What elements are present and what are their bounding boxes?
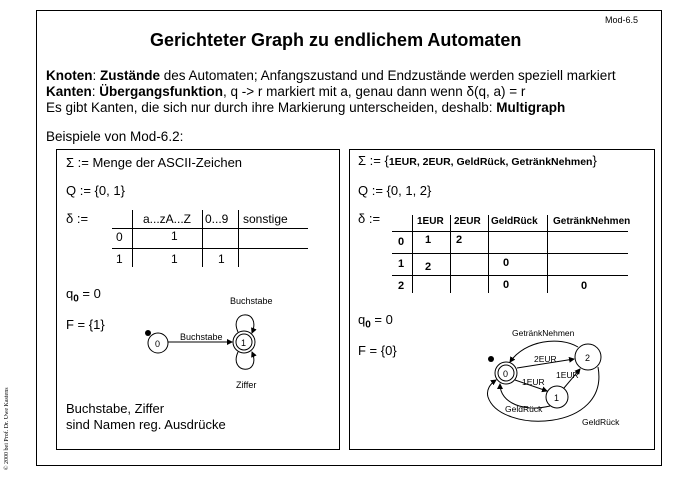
grid-line: [238, 210, 239, 267]
table-row-state: 0: [398, 236, 405, 248]
sigma-prefix: Σ := {: [358, 153, 389, 168]
table-row-state: 1: [116, 252, 123, 266]
intro-nodes-text: des Automaten; Anfangszustand und Endzustände werden speziell markiert: [160, 68, 616, 83]
edge-label: GeldRück: [505, 404, 543, 414]
copyright-notice: © 2000 bei Prof. Dr. Uwe Kastens: [4, 387, 10, 470]
table-cell: 0: [581, 280, 588, 292]
intro-multigraph-text: Es gibt Kanten, die sich nur durch ihre Markierung unterscheiden, deshalb:: [46, 100, 497, 115]
table-header: 1EUR: [417, 216, 444, 227]
start-marker: [145, 330, 151, 336]
right-automaton-graph: [470, 322, 650, 434]
sigma-suffix: }: [592, 153, 597, 168]
table-header: a...zA...Z: [143, 212, 192, 226]
q0-sub: 0: [73, 293, 79, 305]
table-header: 0...9: [205, 212, 229, 226]
q0-sub: 0: [365, 319, 371, 331]
table-cell: 1: [171, 252, 178, 266]
edge-label: 1EUR: [556, 370, 579, 380]
table-header: sonstige: [243, 212, 288, 226]
grid-line: [547, 215, 548, 293]
examples-heading: Beispiele von Mod-6.2:: [46, 129, 184, 144]
sep: :: [92, 68, 101, 83]
right-q0: [358, 312, 393, 331]
table-cell: 1: [218, 252, 225, 266]
edge-label: GeldRück: [582, 417, 620, 427]
state-label: 0: [503, 369, 509, 379]
right-final: F = {0}: [358, 343, 397, 358]
state-label: 2: [585, 353, 591, 363]
grid-line: [112, 248, 308, 249]
intro-edges-text: , q -> r markiert mit a, genau dann wenn δ(q, a) = r: [223, 84, 526, 99]
edge-label: Buchstabe: [230, 296, 273, 306]
table-header: GetränkNehmen: [553, 216, 631, 227]
slide-id: Mod-6.5: [605, 15, 639, 25]
table-header: GeldRück: [491, 216, 538, 227]
left-delta-label: δ :=: [66, 211, 89, 226]
state-label: 1: [241, 338, 247, 348]
table-row-state: 0: [116, 230, 123, 244]
grid-line: [112, 228, 308, 229]
grid-line: [202, 210, 203, 267]
left-sigma: Σ := Menge der ASCII-Zeichen: [66, 155, 243, 170]
right-q: Q := {0, 1, 2}: [358, 183, 432, 198]
term-zustaende: Zustände: [100, 68, 161, 83]
start-marker: [488, 356, 494, 362]
table-header: 2EUR: [454, 216, 481, 227]
page-title: Gerichteter Graph zu endlichem Automaten: [150, 30, 522, 50]
edge-label: GetränkNehmen: [512, 328, 575, 338]
grid-line: [412, 215, 413, 293]
grid-line: [392, 253, 628, 254]
grid-line: [392, 275, 628, 276]
edge-label: 1EUR: [522, 377, 545, 387]
table-cell: 2: [425, 261, 432, 273]
table-row-state: 1: [398, 258, 405, 270]
state-label: 1: [554, 393, 560, 403]
table-cell: 0: [503, 257, 510, 269]
grid-line: [132, 210, 133, 267]
left-final: F = {1}: [66, 317, 105, 332]
grid-line: [488, 215, 489, 293]
q0-label: q: [66, 286, 74, 301]
left-note-2: sind Namen reg. Ausdrücke: [66, 417, 226, 432]
right-delta-label: δ :=: [358, 211, 381, 226]
q0-value: = 0: [370, 312, 393, 327]
edge-loop-top: [236, 315, 254, 333]
table-row-state: 2: [398, 280, 405, 292]
left-q: Q := {0, 1}: [66, 183, 125, 198]
q0-value: = 0: [78, 286, 101, 301]
table-cell: 1: [171, 229, 178, 243]
intro-edges-line: [46, 84, 525, 99]
state-label: 0: [155, 339, 161, 349]
grid-line: [392, 231, 628, 232]
term-uebergang: Übergangsfunktion: [99, 84, 224, 99]
intro-nodes-line: [46, 68, 616, 83]
edge-label: 2EUR: [534, 354, 557, 364]
intro-multigraph-line: [46, 100, 565, 115]
edge-label: Buchstabe: [180, 332, 223, 342]
left-q0: [66, 286, 101, 305]
edge-label: Ziffer: [236, 380, 257, 390]
table-cell: 1: [425, 234, 432, 246]
left-automaton-graph: [140, 290, 300, 395]
edge-loop-bottom: [236, 352, 254, 369]
q0-label: q: [358, 312, 366, 327]
left-note-1: Buchstabe, Ziffer: [66, 401, 165, 416]
grid-line: [450, 215, 451, 293]
right-sigma: [358, 153, 597, 168]
term-kanten: Kanten: [46, 84, 92, 99]
sep: :: [91, 84, 100, 99]
term-multigraph: Multigraph: [496, 100, 566, 115]
term-knoten: Knoten: [46, 68, 93, 83]
table-cell: 2: [456, 234, 463, 246]
sigma-items: 1EUR, 2EUR, GeldRück, GetränkNehmen: [388, 156, 593, 168]
table-cell: 0: [503, 279, 510, 291]
